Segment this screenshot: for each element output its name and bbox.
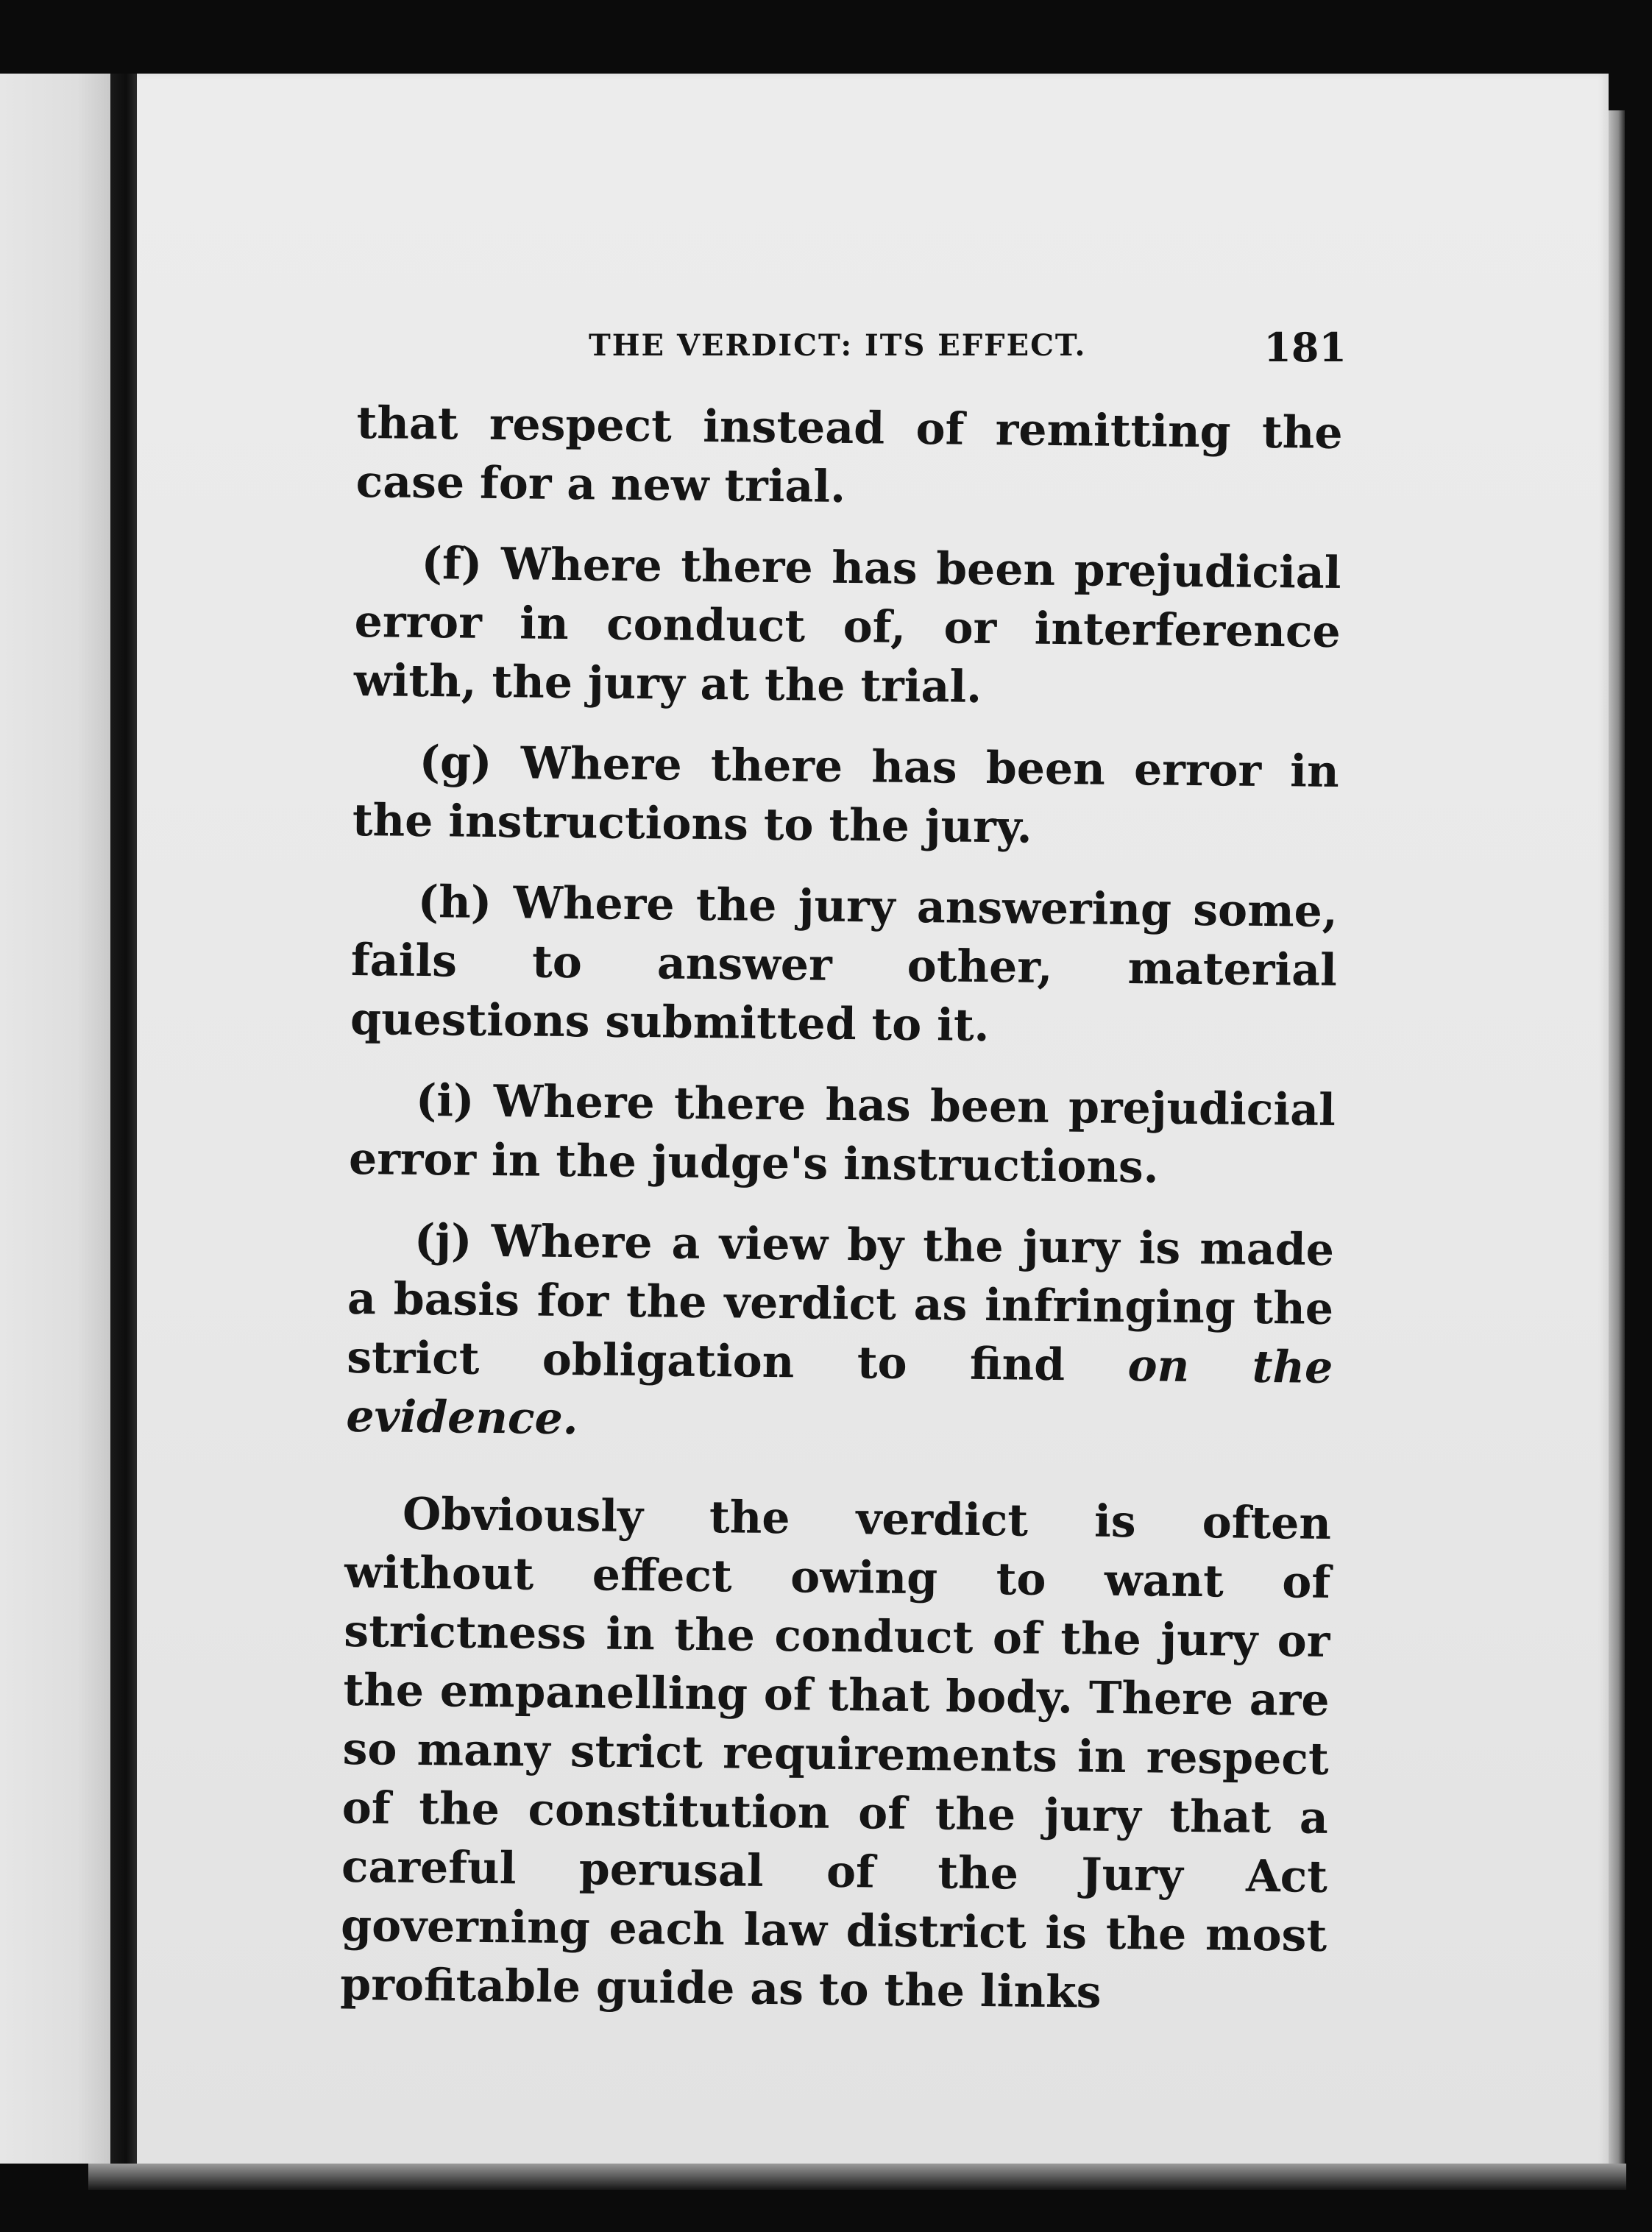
facing-page-edge	[0, 74, 110, 2164]
running-head	[589, 324, 1347, 371]
page-number: 181	[1263, 324, 1347, 371]
list-item-g: (g) Where there has been error in the instructions to the jury.	[352, 736, 1340, 854]
list-item-j	[346, 1211, 1334, 1456]
list-item-j-text: (j) Where a view by the jury is made a basis for the verdict as infringing the strict obligation to find	[346, 1214, 1335, 1392]
book-gutter	[110, 74, 137, 2178]
continuation-paragraph: that respect instead of remitting the case for a new trial.	[355, 397, 1343, 513]
running-title: THE VERDICT: ITS EFFECT.	[589, 328, 1087, 363]
list-item-i: (i) Where there has been prejudicial error in the judge's instructions.	[348, 1074, 1336, 1194]
page-edge-right	[1609, 110, 1625, 2186]
list-item-f: (f) Where there has been prejudicial error in conduct of, or interference with, the jury at the trial.	[353, 537, 1341, 713]
page-edge-bottom	[88, 2164, 1626, 2190]
body-text	[340, 394, 1343, 2024]
list-item-j-emphasis: on the evidence.	[346, 1340, 1333, 1445]
list-item-h: (h) Where the jury answering some, fails to answer other, material questions submitted to it.	[350, 876, 1339, 1052]
closing-paragraph: Obviously the verdict is often without effect owing to want of strictness in the conduct of the jury or the empanelling of that body. There are so many strict requirements in respect of the constitution of the jury that a careful perusal of the Jury Act governing each law district is the most profitable guide as to the links	[339, 1488, 1332, 2019]
